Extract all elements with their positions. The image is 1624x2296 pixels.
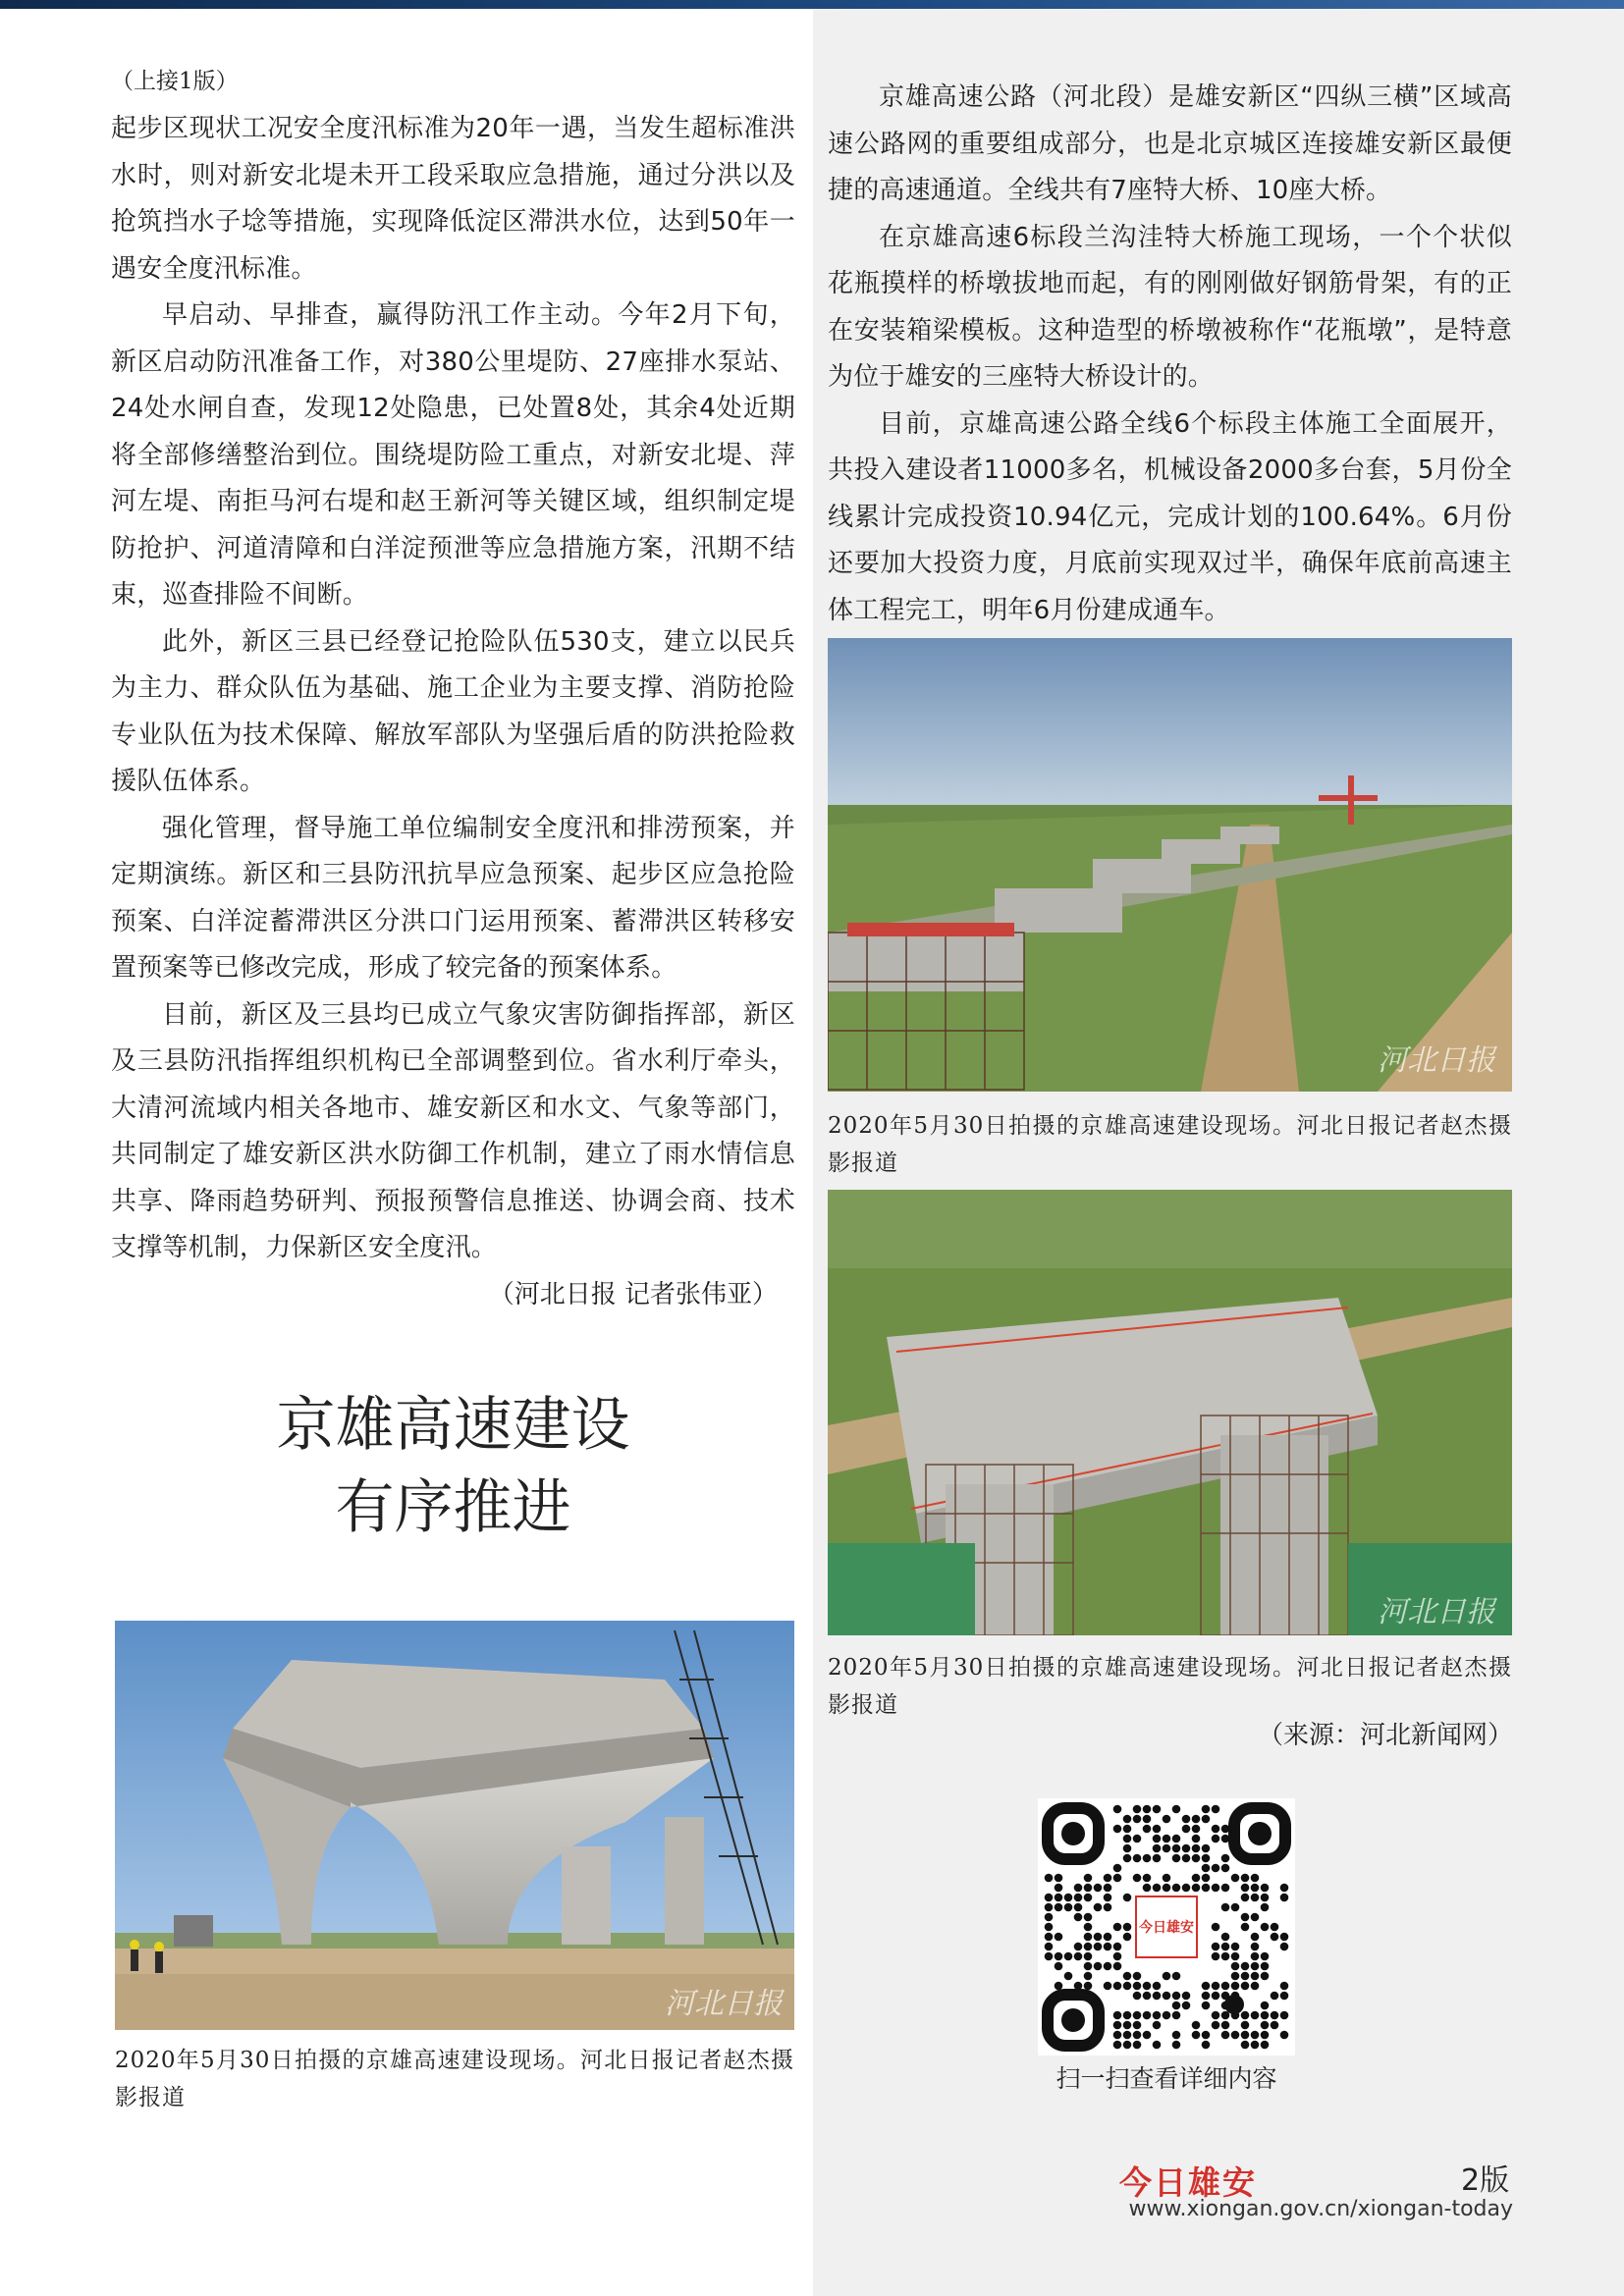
qr-scan-hint: 扫一扫查看详细内容 [1056, 2064, 1277, 2093]
photo-watermark: 河北日报 [665, 1987, 783, 2021]
article-byline: （河北日报 记者张伟亚） [488, 1279, 778, 1309]
continued-from-label: （上接1版） [111, 69, 239, 94]
edition-label: 2版 [1461, 2163, 1510, 2198]
headline-line-1: 京雄高速建设 [276, 1391, 630, 1460]
photo-caption: 2020年5月30日拍摄的京雄高速建设现场。河北日报记者赵杰摄影报道 [828, 1655, 1512, 1718]
publication-url[interactable]: www.xiongan.gov.cn/xiongan-today [1128, 2197, 1513, 2221]
aerial-construction-photo [828, 638, 1512, 1092]
article-paragraph: 在京雄高速6标段兰沟洼特大桥施工现场，一个个状似花瓶摸样的桥墩拔地而起，有的刚刚做好钢筋骨架，有的正在安装箱梁模板。这种造型的桥墩被称作“花瓶墩”，是特意为位于雄安的三座特大桥设计的。 [828, 222, 1512, 392]
article-paragraph: 此外，新区三县已经登记抢险队伍530支，建立以民兵为主力、群众队伍为基础、施工企业为主要支撑、消防抢险专业队伍为技术保障、解放军部队为坚强后盾的防洪抢险救援队伍体系。 [111, 626, 795, 796]
article-paragraph: 目前，新区及三县均已成立气象灾害防御指挥部，新区及三县防汛指挥组织机构已全部调整到位。省水利厅牵头，大清河流域内相关各地市、雄安新区和水文、气象等部门，共同制定了雄安新区洪水防御工作机制，建立了雨水情信息共享、降雨趋势研判、预报预警信息推送、协调会商、技术支撑等机制，力保新区安全度汛。 [111, 999, 795, 1262]
qr-center-logo: 今日雄安 [1139, 1920, 1194, 1936]
article-paragraph: 早启动、早排查，赢得防汛工作主动。今年2月下旬，新区启动防汛准备工作，对380公里堤防、27座排水泵站、24处水闸自查，发现12处隐患，已处置8处，其余4处近期将全部修缮整治到位。围绕堤防险工重点，对新安北堤、萍河左堤、南拒马河右堤和赵王新河等关键区域，组织制定堤防抢护、河道清障和白洋淀预泄等应急措施方案，汛期不结束，巡查排险不间断。 [111, 300, 795, 610]
article-paragraph: 目前，京雄高速公路全线6个标段主体施工全面展开，共投入建设者11000多名，机械设备2000多台套，5月份全线累计完成投资10.94亿元，完成计划的100.64%。6月份还要加大投资力度，月底前实现双过半，确保年底前高速主体工程完工，明年6月份建成通车。 [828, 408, 1512, 625]
article-headline [111, 1384, 795, 1549]
article-paragraph: 强化管理，督导施工单位编制安全度汛和排涝预案，并定期演练。新区和三县防汛抗旱应急预案、起步区应急抢险预案、白洋淀蓄滞洪区分洪口门运用预案、蓄滞洪区转移安置预案等已修改完成，形成了较完备的预案体系。 [111, 813, 795, 983]
qr-code[interactable] [1038, 1798, 1295, 2056]
headline-line-2: 有序推进 [335, 1473, 571, 1542]
photo-caption: 2020年5月30日拍摄的京雄高速建设现场。河北日报记者赵杰摄影报道 [115, 2048, 794, 2110]
top-accent-bar [0, 0, 1624, 9]
publication-logo: 今日雄安 [1119, 2163, 1257, 2202]
photo-caption: 2020年5月30日拍摄的京雄高速建设现场。河北日报记者赵杰摄影报道 [828, 1113, 1512, 1176]
article-paragraph: 京雄高速公路（河北段）是雄安新区“四纵三横”区域高速公路网的重要组成部分，也是北京城区连接雄安新区最便捷的高速通道。全线共有7座特大桥、10座大桥。 [828, 82, 1512, 205]
left-article [111, 61, 795, 1318]
article-source: （来源：河北新闻网） [1257, 1721, 1513, 1750]
article-paragraph: 起步区现状工况安全度汛标准为20年一遇，当发生超标准洪水时，则对新安北堤未开工段采取应急措施，通过分洪以及抢筑挡水子埝等措施，实现降低淀区滞洪水位，达到50年一遇安全度汛标准。 [111, 114, 795, 284]
scaffolding-construction-photo [828, 1190, 1512, 1635]
photo-watermark: 河北日报 [1378, 1043, 1495, 1078]
photo-watermark: 河北日报 [1378, 1595, 1495, 1629]
bridge-pier-photo [115, 1621, 794, 2030]
right-article [828, 75, 1512, 634]
